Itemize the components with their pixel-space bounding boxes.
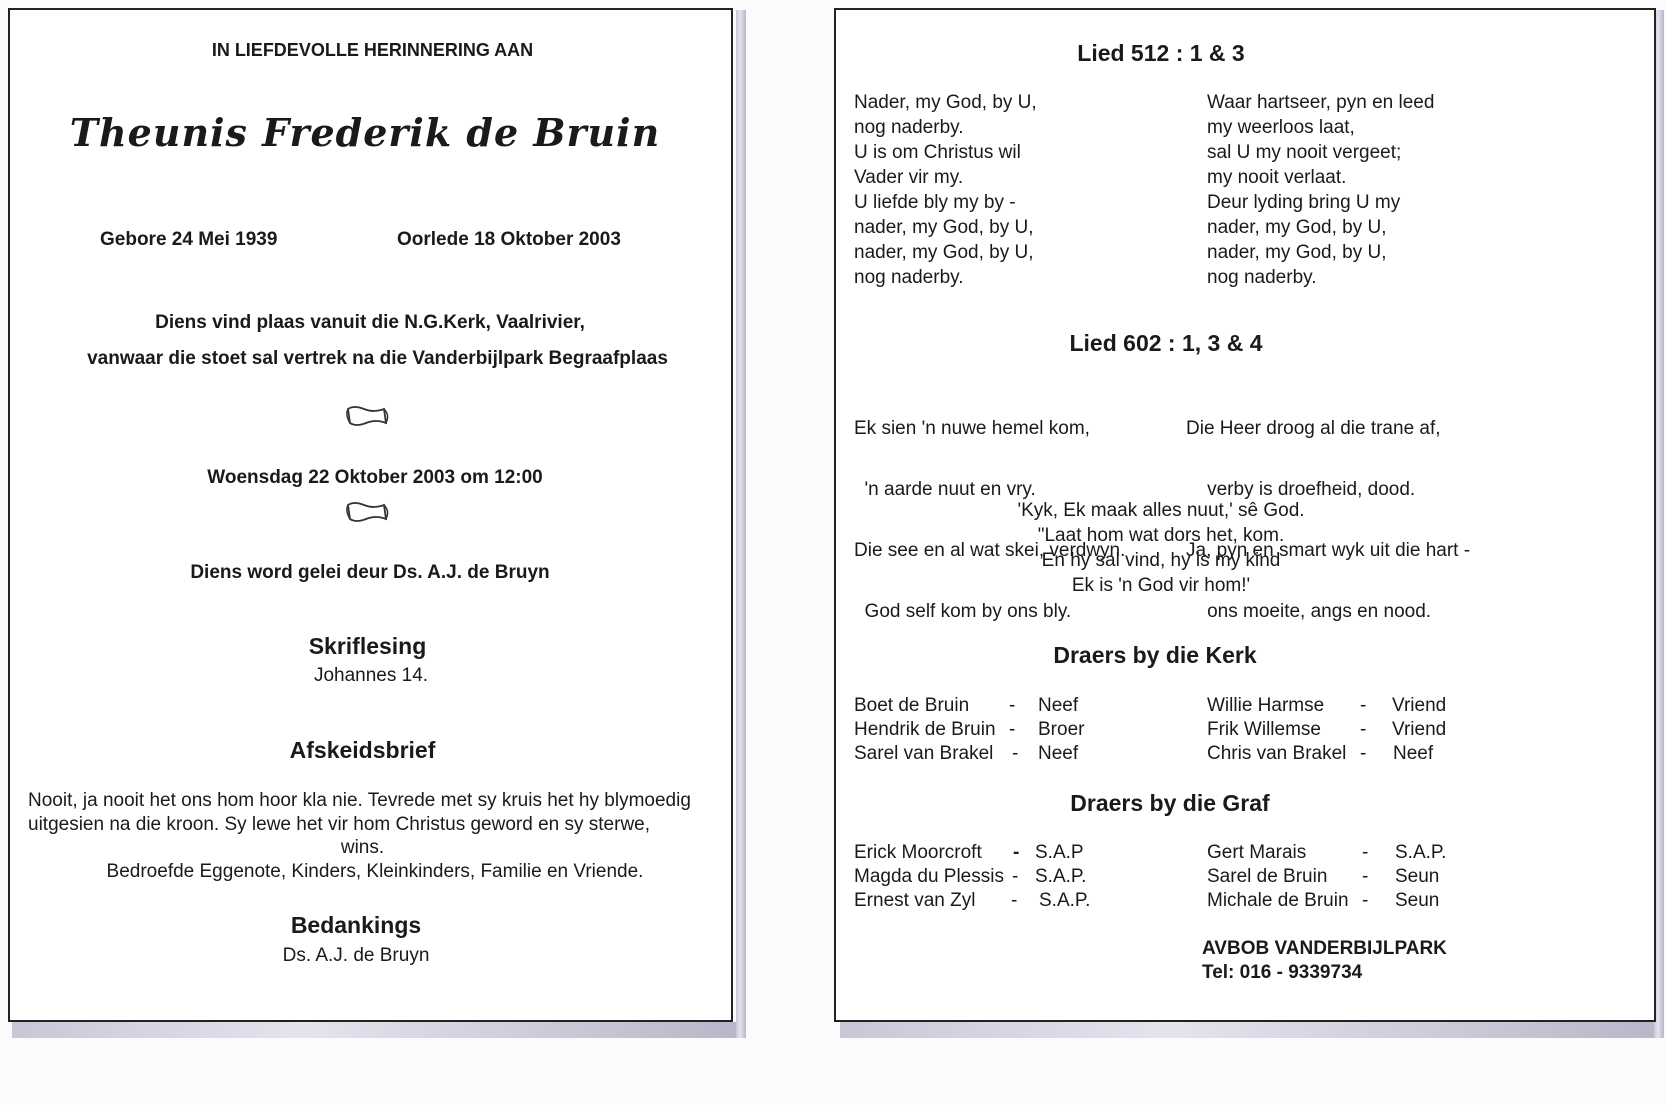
verse-line: nader, my God, by U, (854, 242, 1034, 263)
farewell-line-1: Nooit, ja nooit het ons hom hoor kla nie. Tevrede met sy kruis het hy blymoedig (28, 790, 691, 811)
hymn2-title: Lied 602 : 1, 3 & 4 (1069, 330, 1263, 356)
bearer-name: Chris van Brakel (1207, 743, 1347, 764)
bearer-relation: S.A.P (1035, 842, 1084, 863)
bearer-name: Gert Marais (1207, 842, 1307, 863)
bearer-relation: Vriend (1392, 719, 1447, 740)
bearer-dash: - (1360, 743, 1367, 764)
service-location: Diens vind plaas vanuit die N.G.Kerk, Vaalrivier, (155, 312, 585, 333)
bearer-name: Sarel de Bruin (1207, 866, 1328, 887)
bearer-relation: Seun (1395, 866, 1440, 887)
verse-line: Ja, pyn en smart wyk uit die hart - (1186, 540, 1471, 561)
grave-bearers-title: Draers by die Graf (1070, 790, 1270, 816)
verse-line: nader, my God, by U, (1207, 217, 1387, 238)
left-card-shadow (12, 1022, 740, 1038)
verse-line: God self kom by ons bly. (854, 601, 1072, 622)
bearer-relation: Vriend (1392, 695, 1447, 716)
bearer-dash: - (1362, 890, 1369, 911)
officiant: Diens word gelei deur Ds. A.J. de Bruyn (190, 562, 550, 583)
bearer-dash: - (1360, 719, 1367, 740)
bearer-dash: - (1013, 842, 1020, 863)
hymn1-verse2 (1207, 90, 1434, 290)
undertaker-phone: Tel: 016 - 9339734 (1202, 962, 1363, 983)
verse-line: my weerloos laat, (1207, 117, 1355, 138)
bearer-name: Hendrik de Bruin (854, 719, 996, 740)
verse-line: ons moeite, angs en nood. (1186, 601, 1432, 622)
bearer-dash: - (1009, 695, 1016, 716)
farewell-title: Afskeidsbrief (289, 737, 436, 763)
bearer-relation: Neef (1038, 743, 1079, 764)
left-card-shadow-side (736, 10, 746, 1038)
bearer-dash: - (1362, 842, 1369, 863)
hymn2-verse3 (996, 498, 1326, 598)
verse-line: Deur lyding bring U my (1207, 192, 1401, 213)
scroll-ornament-icon-2 (344, 499, 390, 525)
bearer-relation: Neef (1038, 695, 1079, 716)
thanks-title: Bedankings (290, 912, 422, 938)
bearer-name: Boet de Bruin (854, 695, 970, 716)
verse-line: Waar hartseer, pyn en leed (1207, 92, 1435, 113)
service-date-time: Woensdag 22 Oktober 2003 om 12:00 (207, 467, 543, 488)
verse-line: Ek is 'n God vir hom!' (1071, 575, 1251, 596)
verse-line: 'n aarde nuut en vry. (854, 479, 1036, 500)
hymn1-title: Lied 512 : 1 & 3 (1077, 40, 1245, 66)
verse-line: "Laat hom wat dors het, kom. (1037, 525, 1285, 546)
bearer-name: Michale de Bruin (1207, 890, 1349, 911)
bearer-name: Willie Harmse (1207, 695, 1325, 716)
verse-line: Vader vir my. (854, 167, 964, 188)
hymn1-verse1 (854, 90, 1037, 290)
verse-line: nog naderby. (854, 117, 964, 138)
verse-line: my nooit verlaat. (1207, 167, 1347, 188)
verse-line: nog naderby. (1207, 267, 1317, 288)
bearer-relation: Broer (1038, 719, 1085, 740)
bearer-relation: Neef (1393, 743, 1434, 764)
born-date: Gebore 24 Mei 1939 (100, 229, 278, 250)
bearer-relation: S.A.P. (1039, 890, 1091, 911)
bearer-dash: - (1362, 866, 1369, 887)
bearer-relation: S.A.P. (1035, 866, 1087, 887)
bearer-relation: Seun (1395, 890, 1440, 911)
verse-line: 'Kyk, Ek maak alles nuut,' sê God. (1017, 500, 1305, 521)
bearer-name: Magda du Plessis (854, 866, 1004, 887)
verse-line: U is om Christus wil (854, 142, 1021, 163)
verse-line: sal U my nooit vergeet; (1207, 142, 1402, 163)
verse-line: nog naderby. (854, 267, 964, 288)
deceased-name: Theunis Frederik de Bruin (69, 110, 661, 155)
bearer-dash: - (1012, 866, 1019, 887)
verse-line: nader, my God, by U, (854, 217, 1034, 238)
farewell-line-3: wins. (340, 837, 385, 858)
verse-line: Nader, my God, by U, (854, 92, 1037, 113)
bearer-dash: - (1011, 890, 1018, 911)
verse-line: En hy sal vind, hy is my kind (1041, 550, 1281, 571)
bearer-name: Sarel van Brakel (854, 743, 994, 764)
left-card (8, 8, 733, 1022)
died-date: Oorlede 18 Oktober 2003 (397, 229, 621, 250)
verse-line: verby is droefheid, dood. (1186, 479, 1416, 500)
thanks-text: Ds. A.J. de Bruyn (282, 945, 430, 966)
reading-title: Skriflesing (308, 633, 427, 659)
farewell-line-2: uitgesien na die kroon. Sy lewe het vir hom Christus geword en sy sterwe, (28, 814, 651, 835)
right-card (834, 8, 1656, 1022)
bearer-dash: - (1009, 719, 1016, 740)
verse-line: Die Heer droog al die trane af, (1186, 418, 1441, 439)
verse-line: U liefde bly my by - (854, 192, 1016, 213)
bearer-relation: S.A.P. (1395, 842, 1447, 863)
church-bearers-title: Draers by die Kerk (1053, 642, 1257, 668)
right-card-shadow (840, 1022, 1662, 1038)
bearer-name: Ernest van Zyl (854, 890, 976, 911)
undertaker-name: AVBOB VANDERBIJLPARK (1202, 938, 1447, 959)
bearer-name: Erick Moorcroft (854, 842, 982, 863)
verse-line: Ek sien 'n nuwe hemel kom, (854, 418, 1090, 439)
scroll-ornament-icon (344, 403, 390, 429)
reading-text: Johannes 14. (313, 665, 429, 686)
header-text: IN LIEFDEVOLLE HERINNERING AAN (211, 40, 534, 60)
procession-info: vanwaar die stoet sal vertrek na die Vanderbijlpark Begraafplaas (87, 348, 668, 369)
verse-line: nader, my God, by U, (1207, 242, 1387, 263)
farewell-signoff: Bedroefde Eggenote, Kinders, Kleinkinders, Familie en Vriende. (106, 861, 644, 882)
bearer-dash: - (1012, 743, 1019, 764)
bearer-name: Frik Willemse (1207, 719, 1321, 740)
verse-line: Die see en al wat skei, verdwyn. (854, 540, 1126, 561)
bearer-dash: - (1360, 695, 1367, 716)
